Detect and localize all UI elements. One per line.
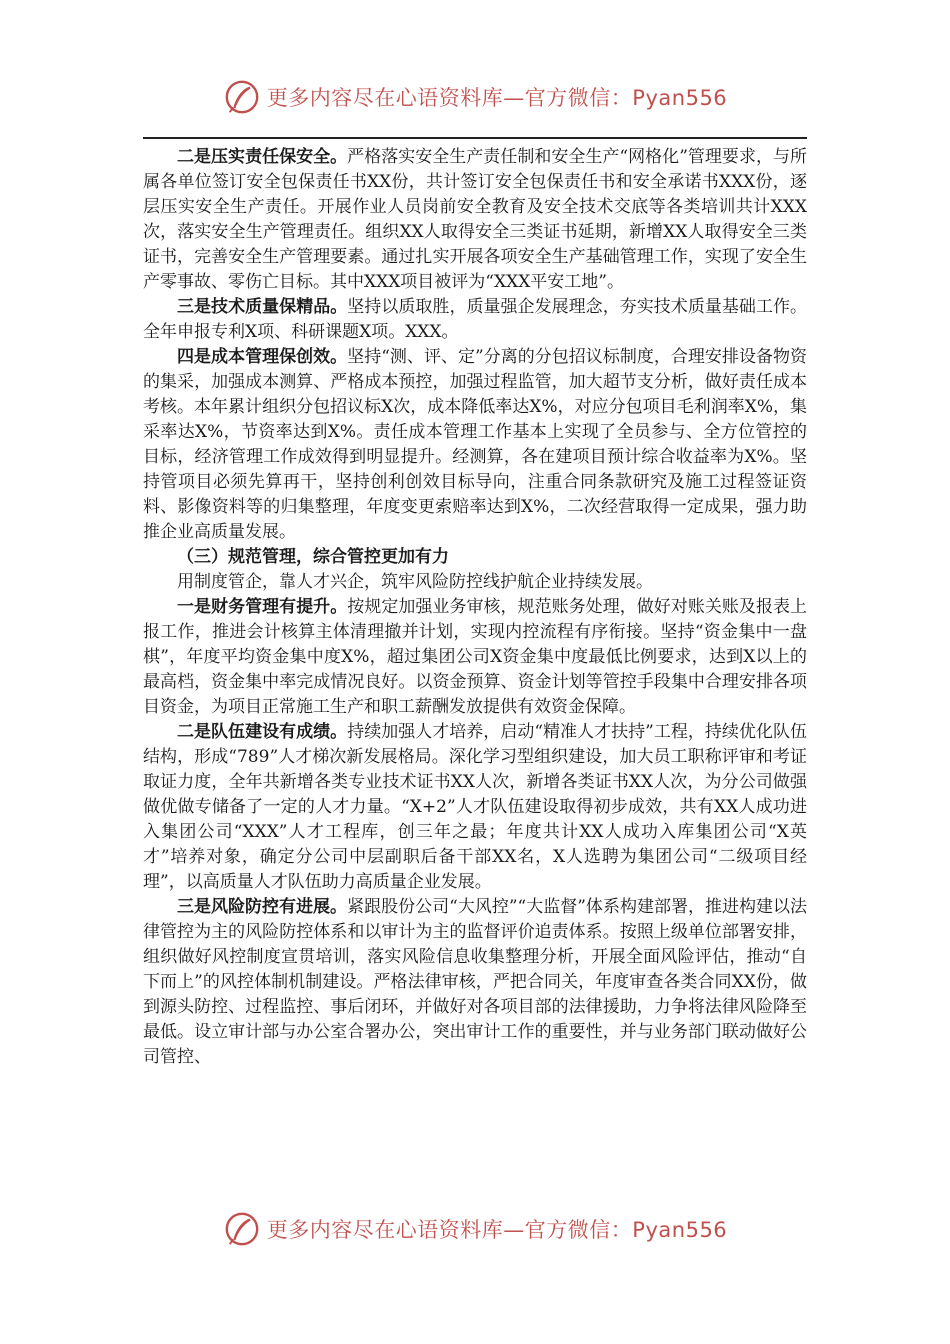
paragraph-lead: 四是成本管理保创效。 <box>177 347 348 367</box>
footer-watermark <box>0 1210 950 1248</box>
paragraph-lead: 三是技术质量保精品。 <box>177 297 348 317</box>
header-rule <box>143 137 807 139</box>
paragraph-text: 按规定加强业务审核，规范账务处理，做好对账关账及报表上报工作，推进会计核算主体清理撤并计划，实现内控流程有序衔接。坚持“资金集中一盘棋”，年度平均资金集中度X%，超过集团公司X资金集中度最低比例要求，达到X以上的最高档，资金集中率完成情况良好。以资金预算、资金计划等管控手段集中合理安排各项目资金，为项目正常施工生产和职工薪酬发放提供有效资金保障。 <box>143 597 808 717</box>
paragraph-text: 紧跟股份公司“大风控”“大监督”体系构建部署，推进构建以法律管控为主的风险防控体系和以审计为主的监督评价追责体系。按照上级单位部署安排，组织做好风控制度宣贯培训，落实风险信息收集整理分析，开展全面风险评估，推动“自下而上”的风控体制机制建设。严格法律审核，严把合同关，年度审查各类合同XX份，做到源头防控、过程监控、事后闭环，并做好对各项目部的法律援助，力争将法律风险降至最低。设立审计部与办公室合署办公，突出审计工作的重要性，并与业务部门联动做好公司管控、 <box>143 897 808 1067</box>
feather-logo-icon <box>223 1210 261 1248</box>
document-body <box>143 145 807 1070</box>
paragraph-text: 坚持以质取胜，质量强企发展理念，夯实技术质量基础工作。全年申报专利X项、科研课题X项。XXX。 <box>143 297 808 342</box>
paragraph <box>143 145 807 295</box>
paragraph <box>143 570 807 595</box>
paragraph <box>143 595 807 720</box>
paragraph-text: 持续加强人才培养，启动“精准人才扶持”工程，持续优化队伍结构，形成“789”人才梯次新发展格局。深化学习型组织建设，加大员工职称评审和考证取证力度，全年共新增各类专业技术证书XX人次，新增各类证书XX人次，为分公司做强做优做专储备了一定的人才力量。“X+2”人才队伍建设取得初步成效，共有XX人成功进入集团公司“XXX”人才工程库，创三年之最；年度共计XX人成功入库集团公司“X英才”培养对象，确定分公司中层副职后备干部XX名，X人选聘为集团公司“二级项目经理”，以高质量人才队伍助力高质量企业发展。 <box>143 722 807 892</box>
feather-logo-icon <box>223 78 261 116</box>
paragraph-text: 严格落实安全生产责任制和安全生产“网格化”管理要求，与所属各单位签订安全包保责任书XX份，共计签订安全包保责任书和安全承诺书XXX份，逐层压实安全生产责任。开展作业人员岗前安全教育及安全技术交底等各类培训共计XXX次，落实安全生产管理责任。组织XX人取得安全三类证书延期，新增XX人取得安全三类证书，完善安全生产管理要素。通过扎实开展各项安全生产基础管理工作，实现了安全生产零事故、零伤亡目标。其中XXX项目被评为“XXX平安工地”。 <box>143 147 807 292</box>
paragraph-lead: 二是队伍建设有成绩。 <box>177 722 348 742</box>
watermark-text: 更多内容尽在心语资料库—官方微信：Pyan556 <box>266 86 728 110</box>
paragraph-lead: 二是压实责任保安全。 <box>177 147 348 167</box>
paragraph <box>143 720 807 895</box>
paragraph <box>143 345 807 545</box>
header-watermark <box>0 78 950 116</box>
section-heading: （三）规范管理，综合管控更加有力 <box>177 547 449 567</box>
paragraph-lead: 一是财务管理有提升。 <box>177 597 348 617</box>
paragraph-text: 坚持“测、评、定”分离的分包招议标制度，合理安排设备物资的集采，加强成本测算、严格成本预控，加强过程监管，加大超节支分析，做好责任成本考核。本年累计组织分包招议标X次，成本降低率达X%，对应分包项目毛利润率X%，集采率达X%，节资率达到X%。责任成本管理工作基本上实现了全员参与、全方位管控的目标，经济管理工作成效得到明显提升。经测算，各在建项目预计综合收益率为X%。坚持管项目必须先算再干，坚持创利创效目标导向，注重合同条款研究及施工过程签证资料、影像资料等的归集整理，年度变更索赔率达到X%，二次经营取得一定成果，强力助推企业高质量发展。 <box>143 347 807 542</box>
paragraph <box>143 295 807 345</box>
paragraph-lead: 三是风险防控有进展。 <box>177 897 348 917</box>
paragraph-text: 用制度管企，靠人才兴企，筑牢风险防控线护航企业持续发展。 <box>177 572 653 592</box>
paragraph <box>143 895 807 1070</box>
watermark-text: 更多内容尽在心语资料库—官方微信：Pyan556 <box>266 1218 728 1242</box>
